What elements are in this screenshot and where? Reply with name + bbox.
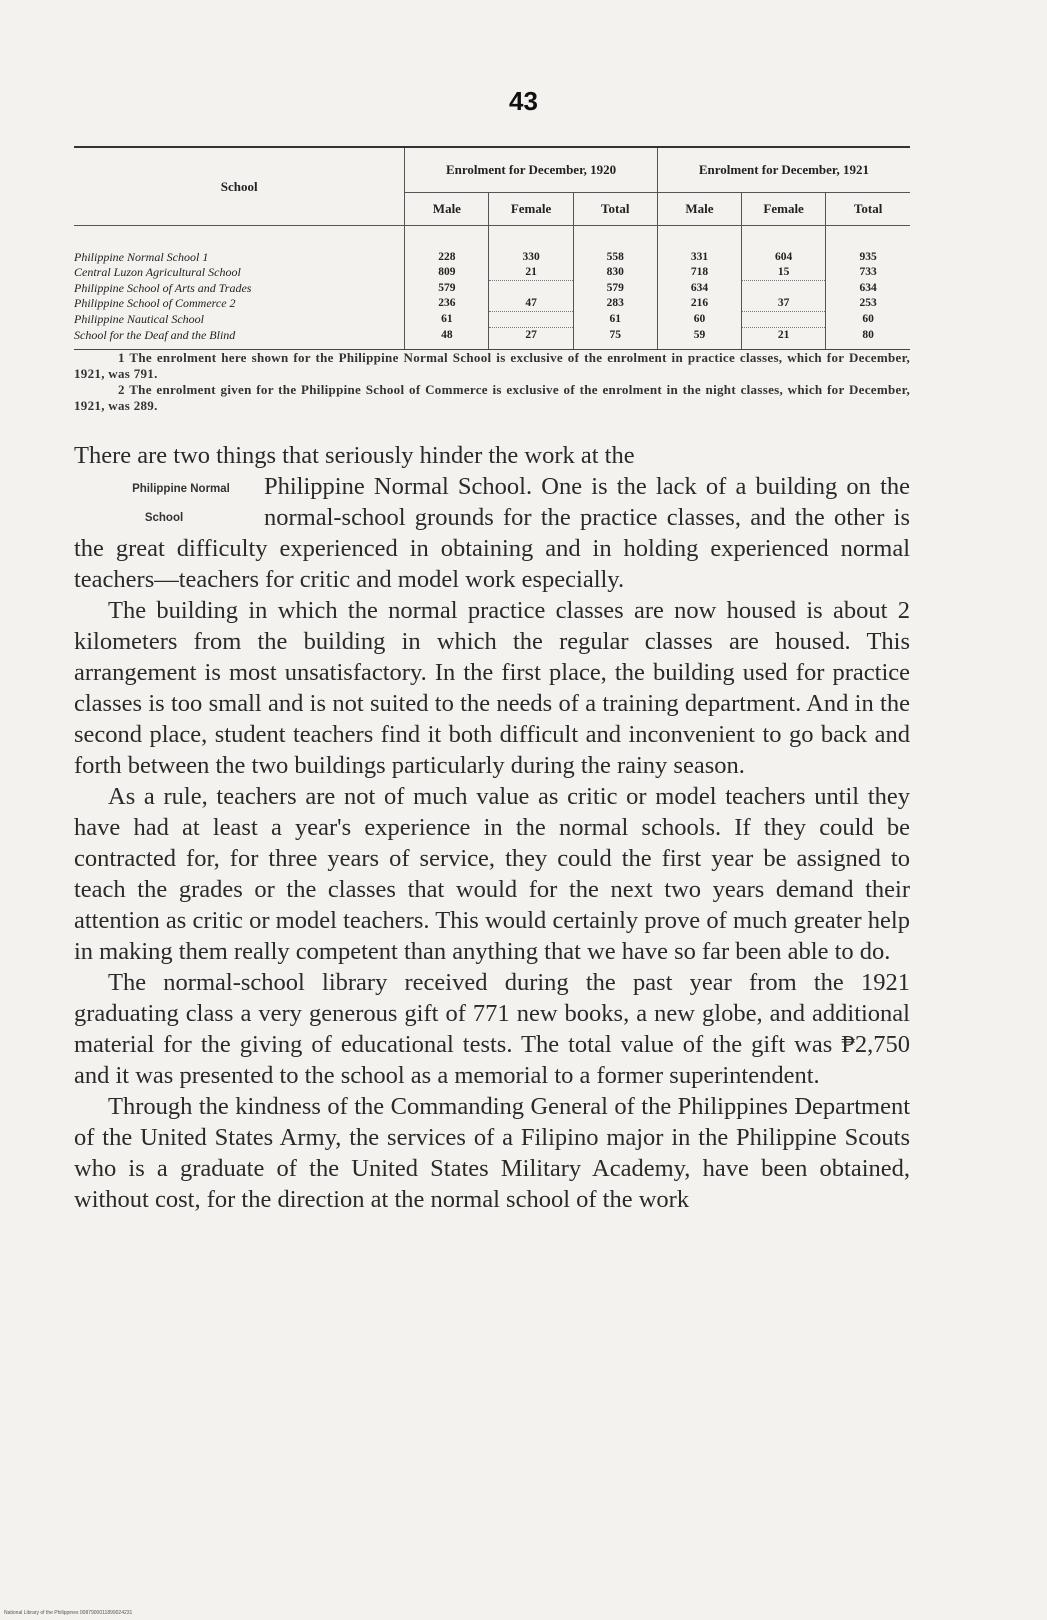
- cell-total-1920: 75: [573, 328, 657, 350]
- footnote-2: 2 The enrolment given for the Philippine School of Commerce is exclusive of the enrolment in the night classes, which for December, 1921, was 289.: [74, 382, 910, 413]
- cell-total-1920: 61: [573, 312, 657, 328]
- cell-total-1920: 558: [573, 226, 657, 266]
- subheader-male-1920: Male: [405, 193, 489, 226]
- cell-male-1920: 61: [405, 312, 489, 328]
- cell-female-1920: [489, 281, 573, 297]
- cell-male-1920: 809: [405, 265, 489, 281]
- subheader-female-1921: Female: [742, 193, 826, 226]
- cell-total-1921: 80: [826, 328, 910, 350]
- header-1921: Enrolment for December, 1921: [657, 147, 910, 193]
- cell-female-1921: 15: [742, 265, 826, 281]
- table-row: [74, 328, 910, 350]
- cell-male-1921: 216: [657, 296, 741, 312]
- school-name: Central Luzon Agricultural School: [74, 265, 241, 280]
- page-number: 43: [509, 86, 538, 116]
- enrolment-table: [74, 146, 910, 350]
- school-name: School for the Deaf and the Blind: [74, 328, 405, 350]
- cell-male-1921: 60: [657, 312, 741, 328]
- table-row: [74, 226, 910, 266]
- cell-female-1920: 27: [489, 328, 573, 350]
- cell-female-1921: [742, 312, 826, 328]
- cell-female-1921: 604: [742, 226, 826, 266]
- paragraph: [74, 440, 910, 595]
- table-row: [74, 296, 910, 312]
- school-name: Philippine School of Commerce 2: [74, 296, 236, 311]
- subheader-male-1921: Male: [657, 193, 741, 226]
- table-row: [74, 265, 910, 281]
- paragraph-first-line: There are two things that seriously hinder the work at the: [74, 442, 635, 469]
- cell-male-1920: 579: [405, 281, 489, 297]
- subheader-female-1920: Female: [489, 193, 573, 226]
- school-column-header: School: [74, 147, 405, 226]
- cell-total-1920: 830: [573, 265, 657, 281]
- cell-male-1921: 634: [657, 281, 741, 297]
- header-1920: Enrolment for December, 1920: [405, 147, 658, 193]
- cell-female-1921: 21: [742, 328, 826, 350]
- scan-credit: National Library of the Philippines 0087900011899024231: [4, 1610, 133, 1616]
- cell-male-1920: 228: [405, 226, 489, 266]
- subheader-total-1921: Total: [826, 193, 910, 226]
- cell-female-1921: [742, 281, 826, 297]
- cell-female-1920: [489, 312, 573, 328]
- body-text: [74, 440, 910, 1215]
- cell-total-1920: 579: [573, 281, 657, 297]
- cell-male-1921: 718: [657, 265, 741, 281]
- cell-total-1921: 60: [826, 312, 910, 328]
- paragraph-text: Philippine Normal School. One is the lack of a building on the normal-school grounds for the practice classes, and the other is the great difficulty experienced in obtaining and in holding experienced normal teachers—teachers for critic and model work especially.: [74, 473, 910, 593]
- cell-total-1921: 253: [826, 296, 910, 312]
- table-footnotes: [74, 350, 910, 414]
- footnote-1: 1 The enrolment here shown for the Philippine Normal School is exclusive of the enrolment in practice classes, which for December, 1921, was 791.: [74, 350, 910, 381]
- table-row: [74, 312, 910, 328]
- cell-female-1920: 47: [489, 296, 573, 312]
- subheader-total-1920: Total: [573, 193, 657, 226]
- paragraph: As a rule, teachers are not of much value as critic or model teachers until they have had at least a year's experience in the normal schools. If they could be contracted for, for three years of service, they could the first year be assigned to teach the grades or the classes that would for the next two years demand their attention as critic or model teachers. This would certainly prove of much greater help in making them really competent than anything that we have so far been able to do.: [74, 783, 910, 965]
- cell-total-1921: 733: [826, 265, 910, 281]
- school-name: Philippine Nautical School: [74, 312, 204, 326]
- cell-female-1921: 37: [742, 296, 826, 312]
- cell-male-1920: 236: [405, 296, 489, 312]
- cell-male-1921: 331: [657, 226, 741, 266]
- margin-note: [74, 475, 254, 533]
- school-name: Philippine School of Arts and Trades: [74, 280, 252, 295]
- cell-male-1921: 59: [657, 328, 741, 350]
- cell-female-1920: 330: [489, 226, 573, 266]
- margin-note-line: Philippine Normal: [132, 483, 230, 495]
- cell-total-1921: 935: [826, 226, 910, 266]
- paragraph: Through the kindness of the Commanding General of the Philippines Department of the United States Army, the services of a Filipino major in the Philippine Scouts who is a graduate of the United States Military Academy, have been obtained, without cost, for the direction at the normal school of the work: [74, 1093, 910, 1213]
- paragraph: The normal-school library received during the past year from the 1921 graduating class a very generous gift of 771 new books, a new globe, and additional material for the giving of educational tests. The total value of the gift was ₱2,750 and it was presented to the school as a memorial to a former superintendent.: [74, 969, 910, 1089]
- cell-total-1920: 283: [573, 296, 657, 312]
- cell-total-1921: 634: [826, 281, 910, 297]
- school-name: Philippine Normal School 1: [74, 250, 209, 264]
- table-row: [74, 281, 910, 297]
- paragraph: The building in which the normal practice classes are now housed is about 2 kilometers from the building in which the regular classes are housed. This arrangement is most unsatisfactory. In the first place, the building used for practice classes is too small and is not suited to the needs of a training department. And in the second place, student teachers find it both difficult and inconvenient to go back and forth between the two buildings particularly during the rainy season.: [74, 597, 910, 779]
- cell-female-1920: 21: [489, 265, 573, 281]
- cell-male-1920: 48: [405, 328, 489, 350]
- margin-note-line: School: [144, 512, 184, 524]
